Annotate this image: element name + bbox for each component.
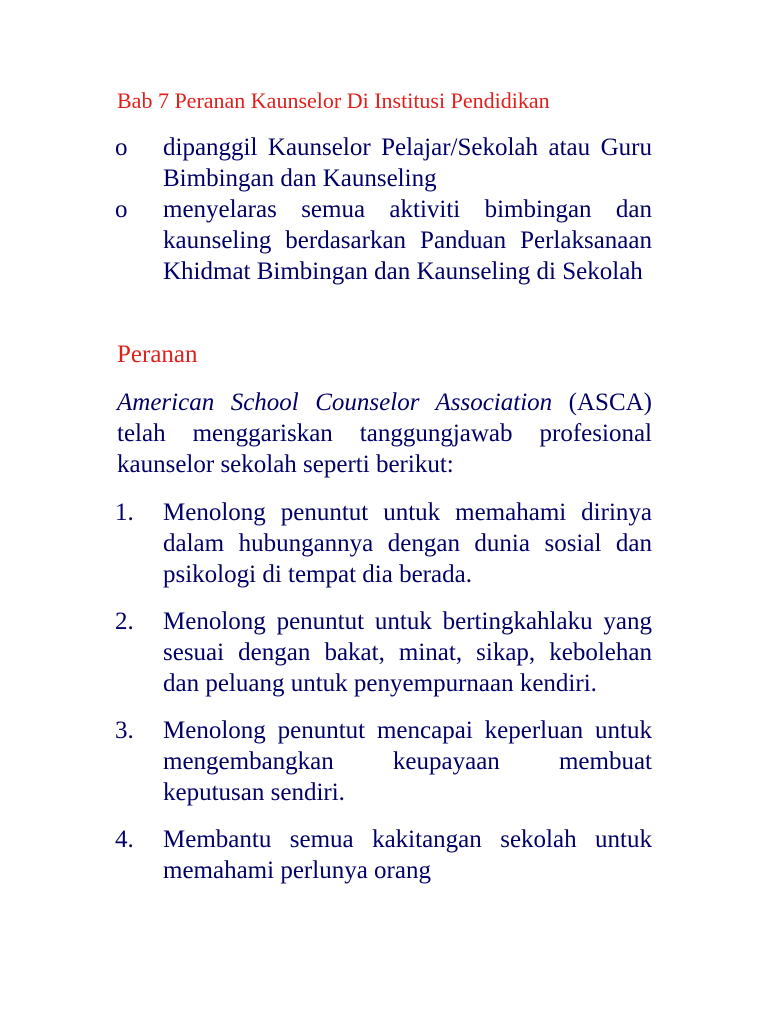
bullet-text: menyelaras semua aktiviti bimbingan dan kaunseling berdasarkan Panduan Perlaksanaan Khidmat Bimbingan dan Kaunseling di Sekolah — [163, 196, 652, 285]
item-number: 2. — [115, 608, 134, 635]
organization-name: American School Counselor Association — [117, 389, 553, 416]
intro-paragraph — [117, 387, 652, 480]
numbered-item — [115, 497, 652, 590]
item-number: 1. — [115, 499, 134, 526]
item-text: Membantu semua kakitangan sekolah untuk memahami perlunya orang — [163, 826, 652, 884]
numbered-item — [115, 824, 652, 886]
bullet-marker: o — [115, 196, 128, 223]
item-text: Menolong penuntut untuk memahami dirinya dalam hubungannya dengan dunia sosial dan psikologi di tempat dia berada. — [163, 499, 652, 588]
numbered-item — [115, 606, 652, 699]
bullet-item — [115, 194, 652, 287]
item-text: Menolong penuntut untuk bertingkahlaku yang sesuai dengan bakat, minat, sikap, kebolehan dan peluang untuk penyempurnaan kendiri. — [163, 608, 652, 697]
item-number: 3. — [115, 717, 134, 744]
item-number: 4. — [115, 826, 134, 853]
section-title: Peranan — [117, 341, 198, 368]
bullet-marker: o — [115, 134, 128, 161]
bullet-text: dipanggil Kaunselor Pelajar/Sekolah atau Guru Bimbingan dan Kaunseling — [163, 134, 652, 192]
intro-text: (ASCA) telah menggariskan tanggungjawab profesional kaunselor sekolah seperti berikut: — [117, 389, 653, 478]
item-text: Menolong penuntut mencapai keperluan untuk mengembangkan keupayaan membuat keputusan sendiri. — [163, 717, 652, 806]
numbered-item — [115, 715, 652, 808]
bullet-item — [115, 132, 652, 194]
chapter-heading: Bab 7 Peranan Kaunselor Di Institusi Pendidikan — [117, 88, 550, 113]
numbered-list — [115, 497, 652, 902]
bullet-list — [115, 132, 652, 287]
